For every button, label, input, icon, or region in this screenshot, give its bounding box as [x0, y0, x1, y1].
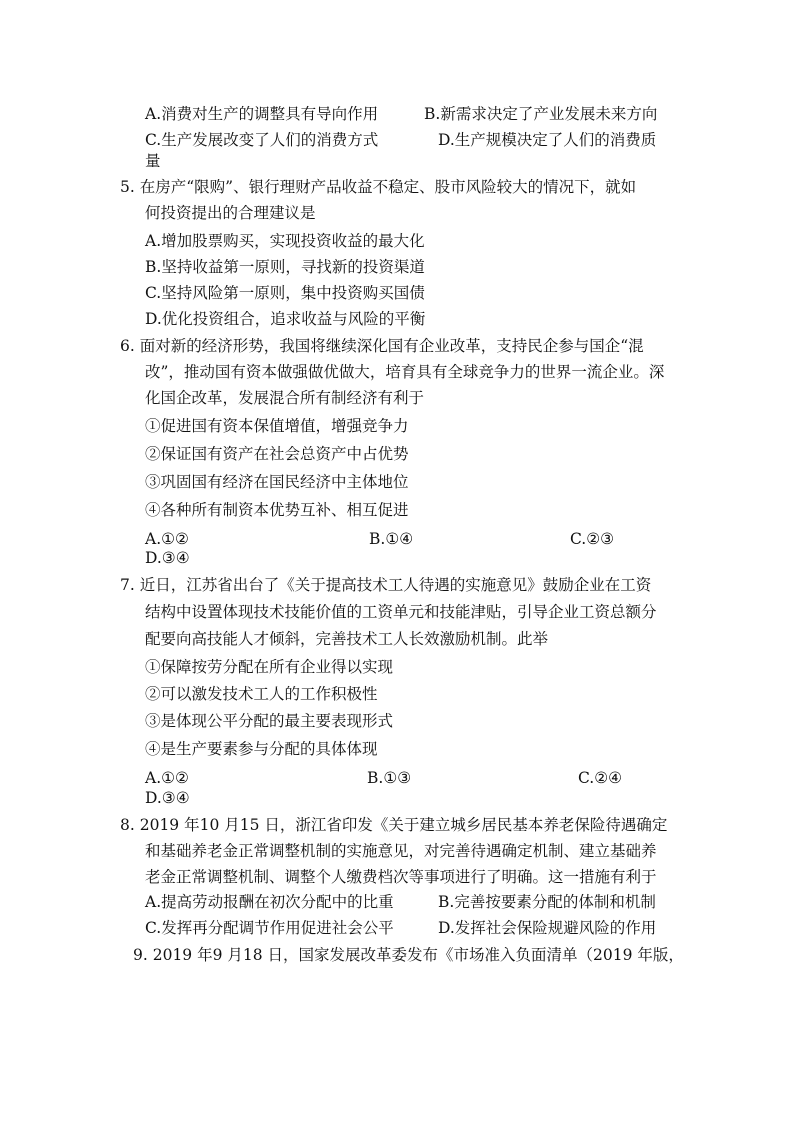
q6-statement-3: ③巩固国有经济在国民经济中主体地位	[145, 473, 409, 491]
q6-statement-2: ②保证国有资产在社会总资产中占优势	[145, 445, 409, 463]
q8-option-a: A.提高劳动报酬在初次分配中的比重	[145, 893, 394, 911]
q4-option-a: A.消费对生产的调整具有导向作用	[145, 105, 379, 123]
q7-option-a: A.①②	[145, 769, 189, 787]
q6-statement-4: ④各种所有制资本优势互补、相互促进	[145, 501, 409, 519]
q8-stem-line-2: 和基础养老金正常调整机制的实施意见，对完善待遇确定机制、建立基础养	[145, 842, 657, 860]
q6-stem-line-2: 改”，推动国有资本做强做优做大，培育具有全球竞争力的世界一流企业。深	[145, 363, 665, 381]
q7-statement-2: ②可以激发技术工人的工作积极性	[145, 685, 378, 703]
q6-statement-1: ①促进国有资本保值增值，增强竞争力	[145, 417, 409, 435]
q9-stem-line-1: 9. 2019 年9 月18 日，国家发展改革委发布《市场准入负面清单（2019 年版，	[133, 946, 684, 964]
q6-option-c: C.②③	[570, 530, 615, 548]
q5-option-c: C.坚持风险第一原则，集中投资购买国债	[145, 284, 425, 302]
q7-option-c: C.②④	[578, 769, 623, 787]
q4-option-c: C.生产发展改变了人们的消费方式	[145, 131, 379, 149]
q8-option-d: D.发挥社会保险规避风险的作用	[438, 919, 657, 937]
q7-statement-4: ④是生产要素参与分配的具体体现	[145, 740, 378, 758]
q7-stem-line-1: 7. 近日，江苏省出台了《关于提高技术工人待遇的实施意见》鼓励企业在工资	[120, 576, 652, 594]
q4-option-d: D.生产规模决定了人们的消费质	[438, 131, 657, 149]
q7-stem-line-2: 结构中设置体现技术技能价值的工资单元和技能津贴，引导企业工资总额分	[145, 603, 657, 621]
q7-statement-1: ①保障按劳分配在所有企业得以实现	[145, 658, 394, 676]
q5-stem-line-1: 5. 在房产“限购”、银行理财产品收益不稳定、股市风险较大的情况下，就如	[120, 178, 637, 196]
q7-statement-3: ③是体现公平分配的最主要表现形式	[145, 712, 394, 730]
q6-stem-line-1: 6. 面对新的经济形势，我国将继续深化国有企业改革，支持民企参与国企“混	[120, 337, 644, 355]
q6-option-d: D.③④	[145, 549, 190, 567]
q6-stem-line-3: 化国企改革，发展混合所有制经济有利于	[145, 389, 425, 407]
q7-option-b: B.①③	[367, 769, 412, 787]
q7-stem-line-3: 配要向高技能人才倾斜，完善技术工人长效激励机制。此举	[145, 630, 549, 648]
q5-option-a: A.增加股票购买，实现投资收益的最大化	[145, 232, 425, 250]
q8-option-c: C.发挥再分配调节作用促进社会公平	[145, 919, 394, 937]
q8-stem-line-3: 老金正常调整机制、调整个人缴费档次等事项进行了明确。这一措施有利于	[145, 868, 657, 886]
q4-option-b: B.新需求决定了产业发展未来方向	[424, 105, 658, 123]
q7-option-d: D.③④	[145, 789, 190, 807]
q5-option-d: D.优化投资组合，追求收益与风险的平衡	[145, 310, 426, 328]
q8-option-b: B.完善按要素分配的体制和机制	[438, 893, 656, 911]
q6-option-a: A.①②	[145, 530, 189, 548]
q5-stem-line-2: 何投资提出的合理建议是	[145, 204, 316, 222]
q6-option-b: B.①④	[369, 530, 414, 548]
q8-stem-line-1: 8. 2019 年10 月15 日，浙江省印发《关于建立城乡居民基本养老保险待遇确定	[120, 816, 668, 834]
q4-option-d-continued: 量	[145, 152, 161, 170]
q5-option-b: B.坚持收益第一原则，寻找新的投资渠道	[145, 258, 425, 276]
